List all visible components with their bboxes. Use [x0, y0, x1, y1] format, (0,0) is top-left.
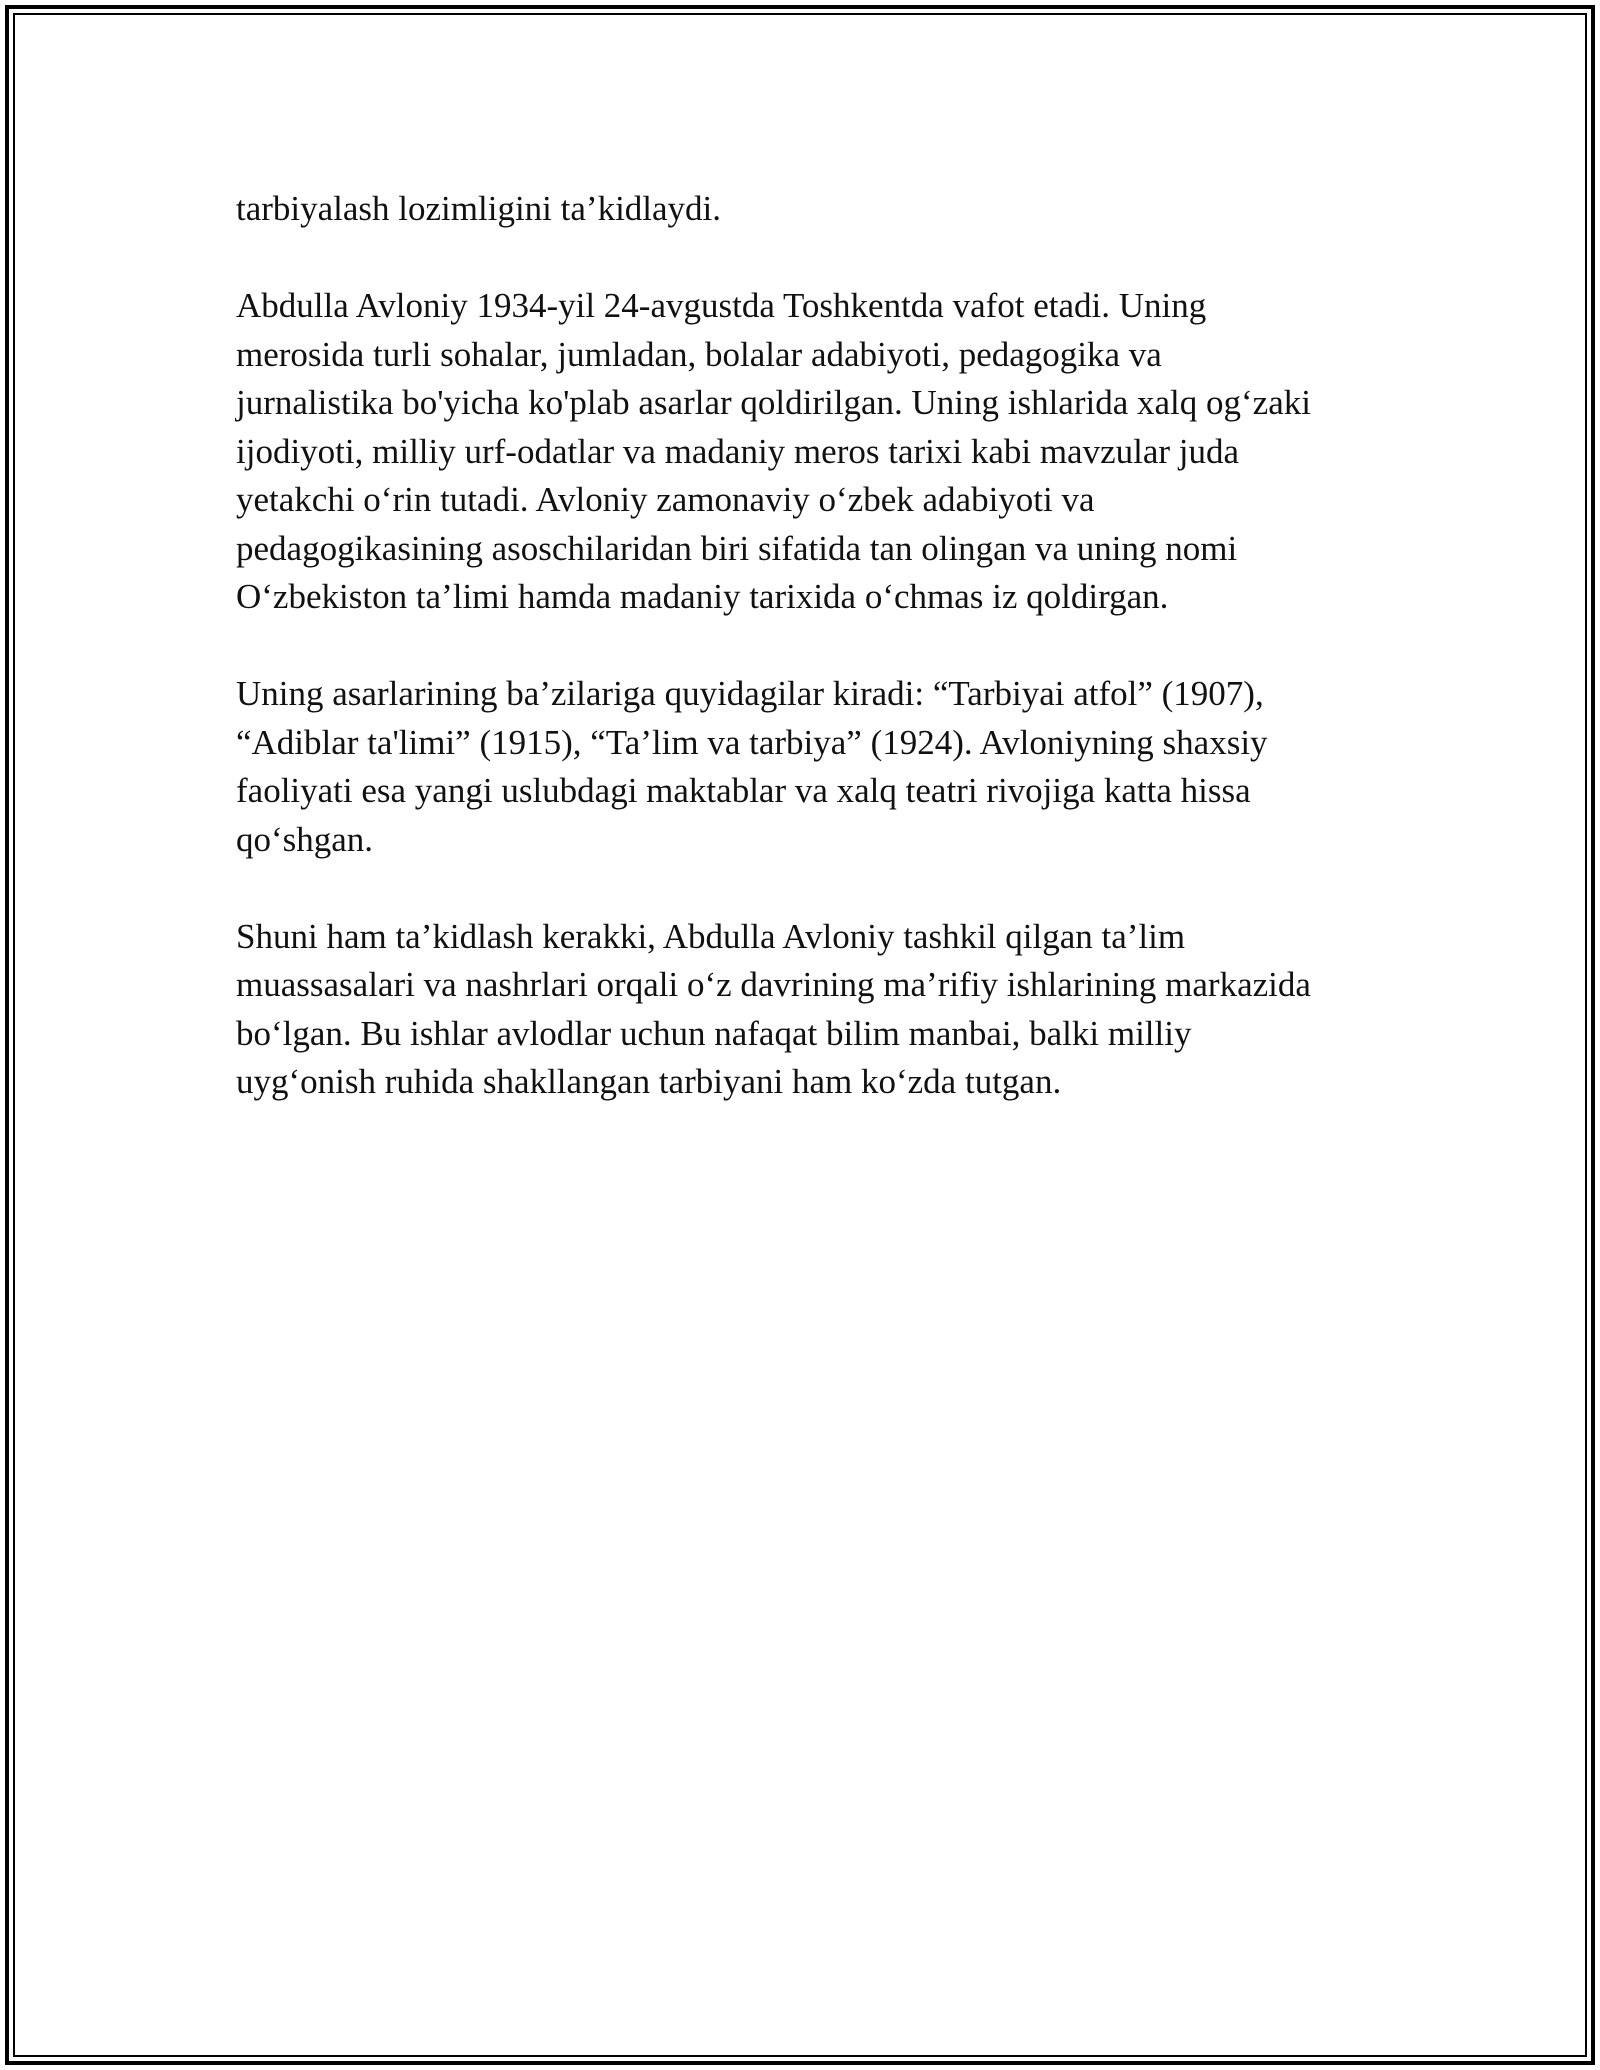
text-line: “Adiblar ta'limi” (1915), “Ta’lim va tarbiya” (1924). Avloniyning shaxsiy [236, 722, 1268, 762]
text-line: uyg‘onish ruhida shakllangan tarbiyani ham ko‘zda tutgan. [236, 1062, 1062, 1101]
text-line: bo‘lgan. Bu ishlar avlodlar uchun nafaqat bilim manbai, balki milliy [236, 1013, 1192, 1053]
text-line: Abdulla Avloniy 1934-yil 24-avgustda Toshkentda vafot etadi. Uning [236, 286, 1207, 325]
text-line: faoliyati esa yangi uslubdagi maktablar va xalq teatri rivojiga katta hissa [236, 771, 1251, 810]
paragraph-1 [236, 185, 1386, 234]
text-line: Shuni ham ta’kidlash kerakki, Abdulla Avloniy tashkil qilgan ta’lim [236, 916, 1186, 956]
text-line: pedagogikasining asoschilaridan biri sifatida tan olingan va uning nomi [236, 528, 1238, 568]
paragraph-3 [236, 670, 1386, 864]
text-line: Uning asarlarining ba’zilariga quyidagilar kiradi: “Tarbiyai atfol” (1907), [236, 674, 1264, 713]
text-line: muassasalari va nashrlari orqali o‘z davrining ma’rifiy ishlarining markazida [236, 965, 1311, 1004]
text-line: tarbiyalash lozimligini ta’kidlaydi. [236, 189, 722, 228]
document-body [236, 185, 1386, 1155]
text-line: O‘zbekiston ta’limi hamda madaniy tarixida o‘chmas iz qoldirgan. [236, 577, 1169, 616]
text-line: merosida turli sohalar, jumladan, bolalar adabiyoti, pedagogika va [236, 334, 1162, 374]
paragraph-4 [236, 913, 1386, 1107]
text-line: qo‘shgan. [236, 819, 374, 859]
text-line: ijodiyoti, milliy urf-odatlar va madaniy meros tarixi kabi mavzular juda [236, 431, 1240, 471]
paragraph-2 [236, 282, 1386, 622]
text-line: jurnalistika bo'yicha ko'plab asarlar qoldirilgan. Uning ishlarida xalq og‘zaki [236, 383, 1311, 422]
text-line: yetakchi o‘rin tutadi. Avloniy zamonaviy o‘zbek adabiyoti va [236, 480, 1095, 519]
